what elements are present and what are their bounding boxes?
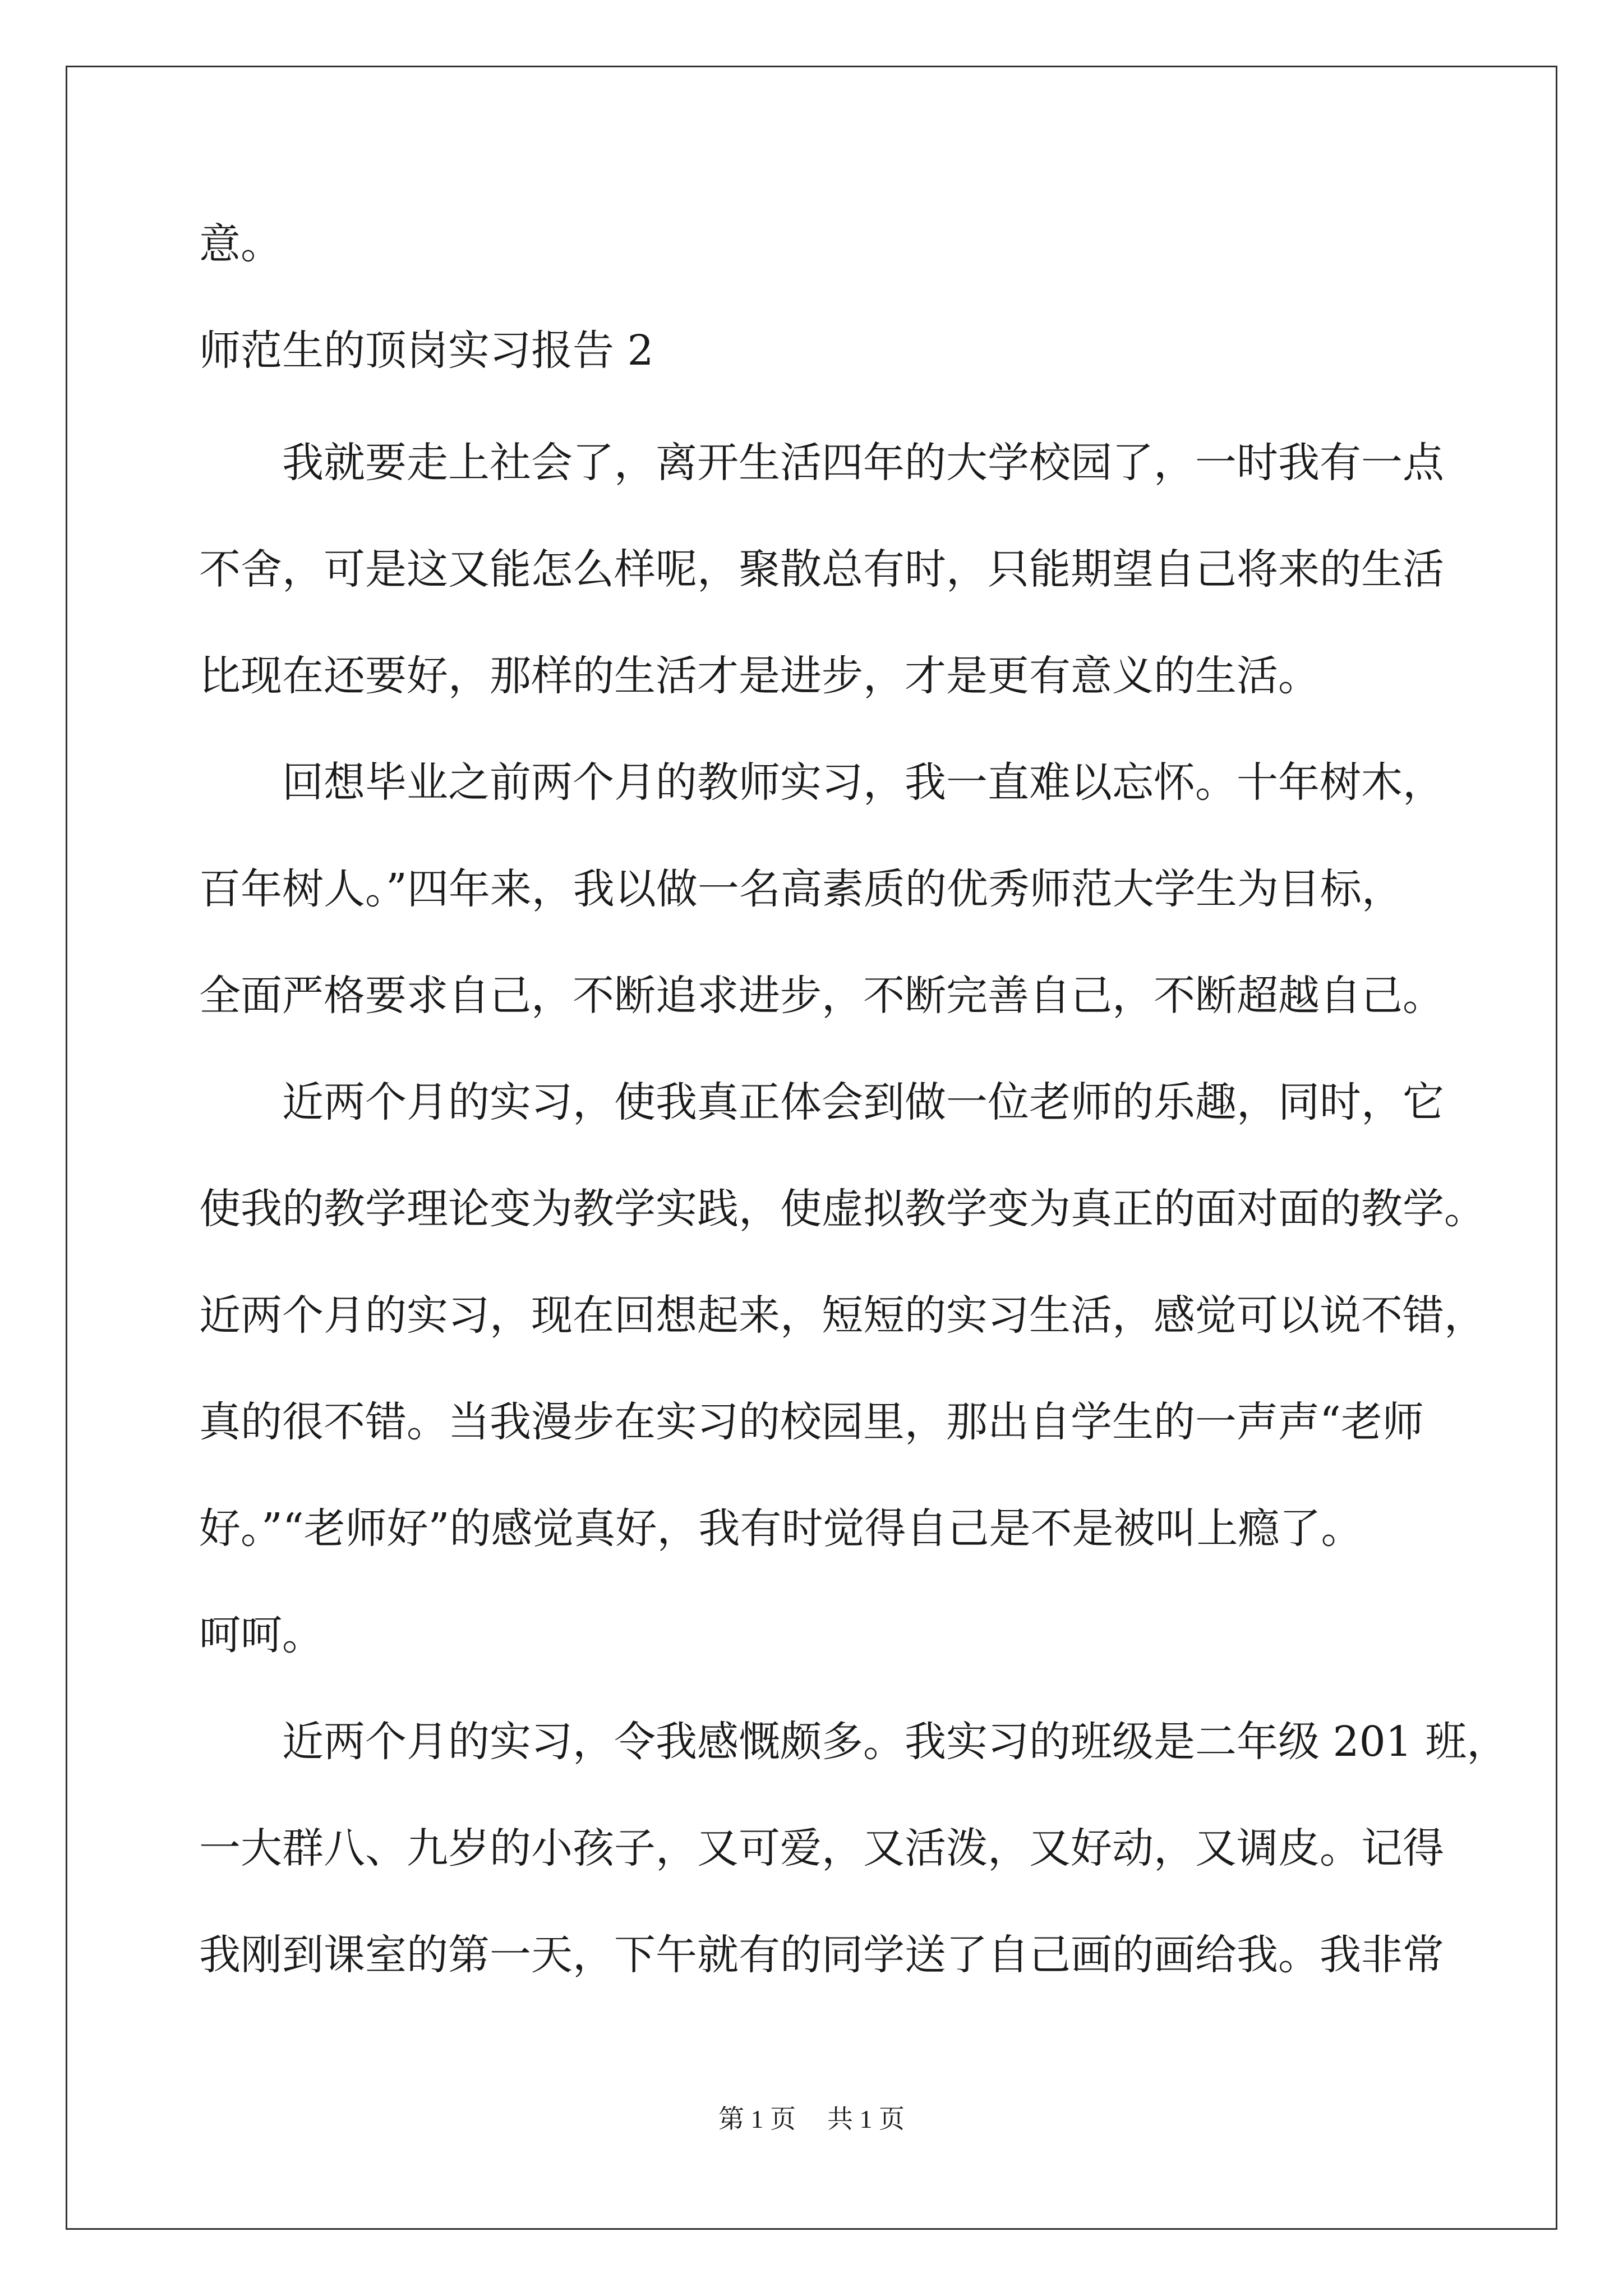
page-number: 第 1 页: [718, 2105, 796, 2133]
text-line: 使我的教学理论变为教学实践，使虚拟教学变为真正的面对面的教学。: [199, 1185, 1486, 1233]
text-line: 好。”“老师好”的感觉真好，我有时觉得自己是不是被叫上瘾了。: [199, 1504, 1363, 1553]
text-line: 一大群八、九岁的小孩子，又可爱，又活泼，又好动，又调皮。记得: [199, 1824, 1444, 1872]
text-line: 全面严格要求自己，不断追求进步，不断完善自己，不断超越自己。: [199, 972, 1444, 1020]
text-line: 真的很不错。当我漫步在实习的校园里，那出自学生的一声声“老师: [199, 1398, 1424, 1446]
text-line: 不舍，可是这又能怎么样呢，聚散总有时，只能期望自己将来的生活: [199, 545, 1444, 593]
page-footer: [0, 2102, 1623, 2136]
text-line: 我刚到课室的第一天，下午就有的同学送了自己画的画给我。我非常: [199, 1931, 1444, 1979]
text-line: 意。: [199, 220, 282, 268]
text-line: 近两个月的实习，现在回想起来，短短的实习生活，感觉可以说不错，: [199, 1291, 1486, 1340]
section-title: 师范生的顶岗实习报告 2: [199, 326, 654, 375]
document-body: [199, 216, 1509, 2033]
text-line: 我就要走上社会了，离开生活四年的大学校园了，一时我有一点: [282, 439, 1444, 487]
text-line: 近两个月的实习，令我感慨颇多。我实习的班级是二年级 201 班，: [282, 1718, 1509, 1766]
text-line: 呵呵。: [199, 1611, 324, 1659]
text-line: 近两个月的实习，使我真正体会到做一位老师的乐趣，同时，它: [282, 1078, 1444, 1126]
text-line: 回想毕业之前两个月的教师实习，我一直难以忘怀。十年树木，: [282, 758, 1444, 807]
text-line: 百年树人。”四年来，我以做一名高素质的优秀师范大学生为目标，: [199, 865, 1403, 913]
page-total: 共 1 页: [827, 2105, 905, 2133]
text-line: 比现在还要好，那样的生活才是进步，才是更有意义的生活。: [199, 652, 1320, 700]
